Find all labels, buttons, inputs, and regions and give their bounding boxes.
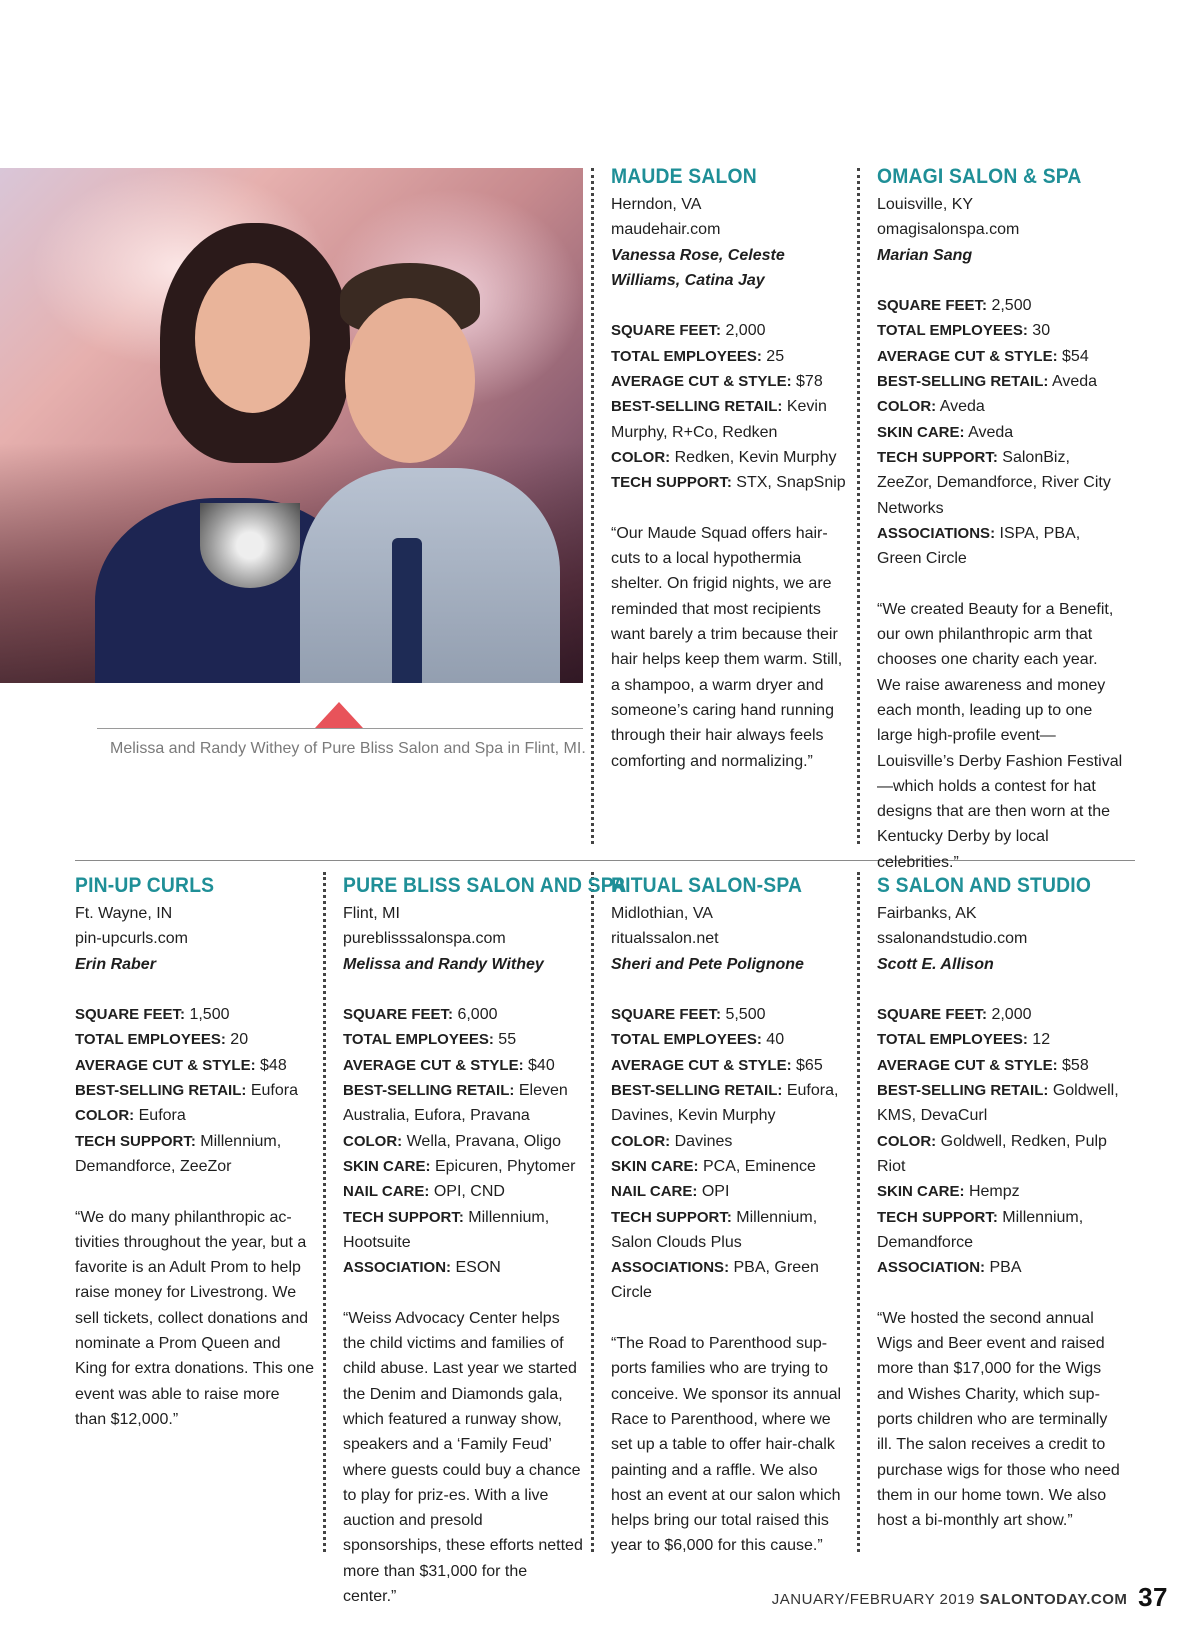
stat-value: Kevin Murphy, R+Co, Redken (611, 398, 827, 441)
stat-label: ASSOCIATIONS: (611, 1259, 730, 1277)
salon-location: Ft. Wayne, IN (75, 905, 173, 922)
stat-line (611, 1255, 849, 1306)
stat-label: AVERAGE CUT & STYLE: (343, 1056, 524, 1074)
stat-value: $48 (255, 1056, 287, 1074)
stat-label: COLOR: (877, 398, 937, 416)
photo-man-face (345, 298, 475, 463)
stat-line (611, 1205, 849, 1256)
stat-value: $65 (791, 1056, 823, 1074)
stat-value: PBA (985, 1259, 1022, 1277)
salon-profile-pinup (75, 872, 315, 1432)
issue-date: JANUARY/FEBRUARY 2019 (771, 1591, 975, 1608)
stat-label: BEST-SELLING RETAIL: (877, 1082, 1049, 1100)
salon-website: ritualssalon.net (611, 930, 719, 948)
salon-profile-ritual (611, 872, 849, 1559)
salon-website: ssalonandstudio.com (877, 930, 1028, 948)
stat-label: SKIN CARE: (877, 1183, 965, 1201)
stat-label: ASSOCIATION: (877, 1259, 986, 1277)
stat-line (343, 1179, 583, 1204)
stat-value: Davines (670, 1132, 733, 1150)
salon-owners-photo (0, 168, 583, 683)
salon-location: Louisville, KY (877, 196, 974, 213)
salon-stats (611, 318, 849, 495)
stat-value: Aveda (964, 423, 1014, 441)
stat-label: AVERAGE CUT & STYLE: (611, 1056, 792, 1074)
stat-value: Millennium, Hootsuite (343, 1208, 550, 1251)
salon-quote: “Weiss Advocacy Center helps the child victims and families of child abuse. Last year we started the Denim and Diamonds gala, which featured a runway show, speakers and a ‘Family Feud’ where guests could buy a chance to play for priz-es. With a live auction and presold sponsorships, these efforts netted more than $31,000 for the center.” (343, 1309, 583, 1606)
salon-contact: Sheri and Pete Polignone (611, 955, 804, 973)
stat-label: SQUARE FEET: (877, 1006, 988, 1024)
salon-contact: Scott E. Allison (877, 955, 994, 973)
stat-value: OPI, CND (429, 1183, 505, 1201)
stat-label: SQUARE FEET: (75, 1006, 186, 1024)
salon-contact: Marian Sang (877, 246, 973, 264)
stat-line (877, 521, 1125, 572)
salon-name: OMAGI SALON & SPA (877, 165, 1082, 188)
stat-value: Goldwell, Redken, Pulp Riot (877, 1132, 1107, 1175)
stat-label: TOTAL EMPLOYEES: (611, 1031, 762, 1049)
page-number: 37 (1138, 1582, 1168, 1612)
salon-contact: Erin Raber (75, 955, 156, 973)
stat-line (611, 1002, 849, 1027)
salon-quote: “We do many philanthropic ac-tivities throughout the year, but a favorite is an Adult Prom to help raise money for Livestrong. We sell tickets, collect donations and nominate a Prom Queen and King for extra donations. This one event was able to raise more than $12,000.” (75, 1208, 314, 1428)
stat-value: 12 (1027, 1031, 1051, 1049)
stat-label: BEST-SELLING RETAIL: (75, 1082, 247, 1100)
stat-line (75, 1078, 315, 1103)
stat-label: BEST-SELLING RETAIL: (611, 398, 783, 416)
stat-value: Eufora (246, 1082, 298, 1100)
stat-label: TOTAL EMPLOYEES: (877, 322, 1028, 340)
salon-location: Flint, MI (343, 905, 400, 922)
stat-value: Redken, Kevin Murphy (670, 448, 837, 466)
stat-label: TECH SUPPORT: (75, 1132, 196, 1150)
caption-pointer-icon (315, 702, 363, 728)
stat-line (343, 1255, 583, 1280)
photo-woman-face (195, 263, 310, 413)
stat-value: 2,000 (721, 322, 766, 340)
stat-label: COLOR: (611, 1132, 671, 1150)
salon-stats (611, 1002, 849, 1306)
stat-label: ASSOCIATION: (343, 1259, 452, 1277)
stat-value: Goldwell, KMS, DevaCurl (877, 1082, 1119, 1125)
stat-line (75, 1129, 315, 1180)
stat-value: Epicuren, Phytomer (430, 1157, 576, 1175)
stat-line (611, 1154, 849, 1179)
stat-label: TECH SUPPORT: (611, 1208, 732, 1226)
stat-value: 30 (1027, 322, 1051, 340)
stat-label: NAIL CARE: (343, 1183, 430, 1201)
stat-line (877, 1205, 1122, 1256)
stat-value: Wella, Pravana, Oligo (402, 1132, 562, 1150)
salon-stats (877, 1002, 1122, 1280)
stat-value: Hempz (964, 1183, 1020, 1201)
stat-label: SKIN CARE: (343, 1157, 431, 1175)
stat-value: Millennium, Demandforce, ZeeZor (75, 1132, 282, 1175)
stat-label: COLOR: (611, 448, 671, 466)
stat-value: Millennium, Demandforce (877, 1208, 1084, 1251)
stat-label: SQUARE FEET: (877, 297, 988, 315)
photo-caption: Melissa and Randy Withey of Pure Bliss Salon and Spa in Flint, MI. (110, 740, 586, 757)
stat-line (611, 369, 849, 394)
stat-label: SQUARE FEET: (611, 322, 722, 340)
salon-contact: Melissa and Randy Withey (343, 955, 544, 973)
stat-line (75, 1027, 315, 1052)
stat-value: SalonBiz, ZeeZor, Demandforce, River City Networks (877, 448, 1111, 517)
stat-line (877, 420, 1125, 445)
stat-label: AVERAGE CUT & STYLE: (877, 347, 1058, 365)
stat-label: TOTAL EMPLOYEES: (75, 1031, 226, 1049)
stat-line (343, 1002, 583, 1027)
salon-contact: Vanessa Rose, Celeste Williams, Catina Jay (611, 246, 785, 289)
salon-profile-ssalon (877, 872, 1122, 1533)
salon-name: PURE BLISS SALON AND SPA (343, 874, 627, 897)
stat-label: SQUARE FEET: (343, 1006, 454, 1024)
stat-line (343, 1154, 583, 1179)
stat-line (611, 1053, 849, 1078)
stat-value: Aveda (936, 398, 985, 416)
stat-value: Aveda (1048, 373, 1098, 391)
stat-label: AVERAGE CUT & STYLE: (611, 373, 792, 391)
stat-value: 55 (493, 1031, 517, 1049)
stat-line (75, 1053, 315, 1078)
column-divider (857, 168, 860, 844)
stat-value: ESON (451, 1259, 501, 1277)
stat-value: Millennium, Salon Clouds Plus (611, 1208, 818, 1251)
salon-name: RITUAL SALON-SPA (611, 874, 803, 897)
stat-line (877, 394, 1125, 419)
stat-line (611, 1027, 849, 1052)
salon-quote: “The Road to Parenthood sup-ports families who are trying to conceive. We sponsor its annual Race to Parenthood, where we set up a table to offer hair-chalk painting and a raffle. We also host an event at our salon which helps bring our total raised this year to $6,000 for this cause.” (611, 1335, 842, 1555)
stat-line (877, 1129, 1122, 1180)
stat-line (877, 1053, 1122, 1078)
stat-label: AVERAGE CUT & STYLE: (877, 1056, 1058, 1074)
stat-line (611, 318, 849, 343)
stat-label: SKIN CARE: (611, 1157, 699, 1175)
column-divider (323, 872, 326, 1552)
stat-label: COLOR: (343, 1132, 403, 1150)
column-divider (857, 872, 860, 1552)
stat-line (877, 1002, 1122, 1027)
salon-stats (343, 1002, 583, 1280)
stat-line (877, 1179, 1122, 1204)
salon-stats (75, 1002, 315, 1179)
stat-line (877, 1078, 1122, 1129)
salon-website: pureblisssalonspa.com (343, 930, 506, 948)
salon-name: S SALON AND STUDIO (877, 874, 1092, 897)
stat-label: TECH SUPPORT: (877, 1208, 998, 1226)
stat-label: NAIL CARE: (611, 1183, 698, 1201)
stat-label: ASSOCIATIONS: (877, 524, 996, 542)
stat-line (877, 1255, 1122, 1280)
stat-label: COLOR: (75, 1107, 135, 1125)
stat-label: BEST-SELLING RETAIL: (611, 1082, 783, 1100)
stat-value: Eufora (134, 1107, 186, 1125)
salon-location: Fairbanks, AK (877, 905, 977, 922)
stat-value: 20 (225, 1031, 249, 1049)
stat-value: $58 (1057, 1056, 1089, 1074)
salon-website: omagisalonspa.com (877, 221, 1020, 239)
stat-label: TOTAL EMPLOYEES: (611, 347, 762, 365)
stat-value: Eufora, Davines, Kevin Murphy (611, 1082, 839, 1125)
salon-quote: “We hosted the second annual Wigs and Beer event and raised more than $17,000 for the Wigs and Wishes Charity, which sup-ports children who are terminally ill. The salon receives a credit to purchase wigs for those who need them in our home town. We also host a bi-monthly art show.” (877, 1309, 1120, 1530)
column-divider (591, 872, 594, 1552)
stat-line (611, 394, 849, 445)
caption-rule (97, 728, 583, 729)
stat-line (75, 1103, 315, 1128)
website-name: SALONTODAY.COM (979, 1591, 1128, 1608)
salon-profile-maude (611, 163, 849, 774)
stat-value: $54 (1057, 347, 1089, 365)
stat-value: 5,500 (721, 1006, 766, 1024)
salon-location: Herndon, VA (611, 196, 702, 213)
page-footer (772, 1582, 1168, 1613)
stat-line (877, 445, 1125, 521)
stat-label: SKIN CARE: (877, 423, 965, 441)
stat-value: 2,500 (987, 297, 1032, 315)
stat-value: PCA, Eminence (698, 1157, 816, 1175)
stat-line (611, 1179, 849, 1204)
stat-line (877, 293, 1125, 318)
stat-label: BEST-SELLING RETAIL: (877, 373, 1049, 391)
salon-name: PIN-UP CURLS (75, 874, 215, 897)
stat-line (877, 369, 1125, 394)
stat-value: ISPA, PBA, Green Circle (877, 524, 1081, 568)
photo-man-tie (392, 538, 422, 683)
stat-value: 25 (761, 347, 785, 365)
stat-label: TECH SUPPORT: (877, 448, 998, 466)
stat-label: BEST-SELLING RETAIL: (343, 1082, 515, 1100)
stat-label: TOTAL EMPLOYEES: (343, 1031, 494, 1049)
stat-line (611, 445, 849, 470)
stat-label: COLOR: (877, 1132, 937, 1150)
stat-line (343, 1129, 583, 1154)
stat-value: 1,500 (185, 1006, 230, 1024)
stat-line (611, 470, 849, 495)
stat-label: TOTAL EMPLOYEES: (877, 1031, 1028, 1049)
stat-line (343, 1205, 583, 1256)
stat-line (343, 1027, 583, 1052)
salon-profile-omagi (877, 163, 1125, 875)
stat-line (75, 1002, 315, 1027)
salon-website: pin-upcurls.com (75, 930, 188, 948)
stat-line (343, 1078, 583, 1129)
salon-quote: “We created Beauty for a Benefit, our own philanthropic arm that chooses one charity each year. We raise awareness and money each month, leading up to one large high-profile event—Louisville’s Derby Fashion Festival—which holds a contest for hat designs that are then worn at the Kentucky Derby by local celebrities.” (877, 600, 1123, 871)
stat-value: OPI (697, 1183, 730, 1201)
stat-value: $78 (791, 373, 823, 391)
photo-man-shirt (300, 468, 560, 683)
salon-profile-purebliss (343, 872, 627, 1609)
stat-value: 6,000 (453, 1006, 498, 1024)
stat-value: 40 (761, 1031, 785, 1049)
salon-quote: “Our Maude Squad offers hair-cuts to a local hypothermia shelter. On frigid nights, we are reminded that most recipients want barely a trim because their hair helps keep them warm. Still, a shampoo, a warm dryer and someone’s caring hand running through their hair always feels comforting and normalizing.” (611, 524, 843, 770)
stat-value: Eleven Australia, Eufora, Pravana (343, 1082, 568, 1125)
stat-line (877, 344, 1125, 369)
stat-value: 2,000 (987, 1006, 1032, 1024)
column-divider (591, 168, 594, 844)
photo-necklace (200, 503, 300, 588)
salon-name: MAUDE SALON (611, 165, 757, 188)
stat-value: PBA, Green Circle (611, 1259, 819, 1302)
stat-label: SQUARE FEET: (611, 1006, 722, 1024)
stat-value: STX, SnapSnip (731, 474, 846, 492)
stat-line (877, 1027, 1122, 1052)
stat-label: AVERAGE CUT & STYLE: (75, 1056, 256, 1074)
stat-line (611, 1078, 849, 1129)
stat-label: TECH SUPPORT: (611, 474, 732, 492)
stat-label: TECH SUPPORT: (343, 1208, 464, 1226)
stat-line (877, 318, 1125, 343)
stat-line (611, 1129, 849, 1154)
stat-value: $40 (523, 1056, 555, 1074)
salon-location: Midlothian, VA (611, 905, 713, 922)
salon-website: maudehair.com (611, 221, 721, 239)
stat-line (611, 344, 849, 369)
salon-stats (877, 293, 1125, 571)
stat-line (343, 1053, 583, 1078)
